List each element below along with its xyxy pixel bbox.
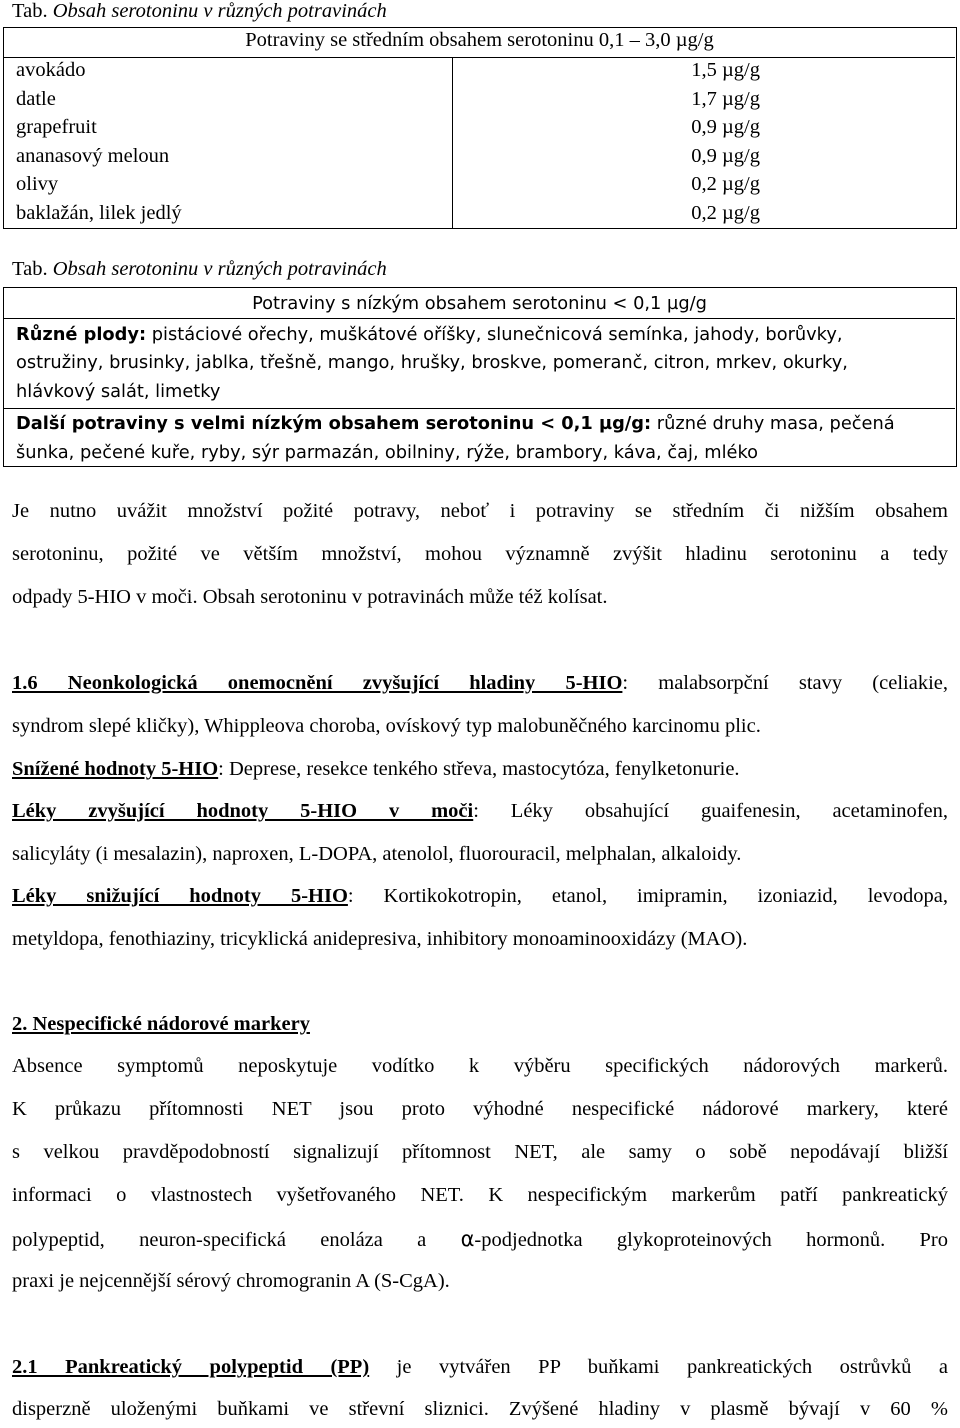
table1-row-name: baklažán, lilek jedlý [16, 202, 182, 224]
section-1-6-line [12, 672, 948, 695]
increase-text: : Léky obsahující guaifenesin, acetaminofen, [473, 800, 948, 822]
table1-row-value: 0,9 µg/g [691, 145, 760, 167]
table1-caption-label: Tab. [12, 0, 48, 22]
table2-fruits-label: Různé plody: [16, 324, 147, 345]
increase-label: Léky zvyšující hodnoty 5-HIO v moči [12, 800, 474, 822]
section-1-6-line: metyldopa, fenothiaziny, tricyklická anidepresiva, inhibitory monoaminooxidázy (MAO). [12, 928, 748, 950]
section-1-6-line: syndrom slepé kličky), Whippleova choroba, ovískový typ malobuněčného karcinomu plic. [12, 715, 761, 737]
section-2-1-text: je vytvářen PP buňkami pankreatických ostrůvků a [369, 1356, 949, 1378]
table2-row-divider [4, 408, 955, 409]
decrease-text: : Kortikokotropin, etanol, imipramin, izoniazid, levodopa, [347, 885, 948, 907]
table1-row-value: 0,9 µg/g [691, 116, 760, 138]
section-1-6-heading: 1.6 Neonkologická onemocnění zvyšující hladiny 5-HIO [12, 672, 623, 694]
table1-column-divider [452, 57, 453, 228]
section-2-1-heading: 2.1 Pankreatický polypeptid (PP) [12, 1356, 370, 1378]
section-1-6-increase-line [12, 800, 948, 823]
table2-header: Potraviny s nízkým obsahem serotoninu < 0,1 µg/g [252, 293, 707, 314]
section-2-line-part: polypeptid, neuron-specifická enoláza a [12, 1229, 461, 1251]
table2-other-label: Další potraviny s velmi nízkým obsahem serotoninu < 0,1 µg/g: [16, 413, 652, 434]
section-2-heading-line [12, 1013, 310, 1036]
table2-fruits-text: pistáciové ořechy, muškátové oříšky, slunečnicová semínka, jahody, borůvky, [146, 324, 843, 345]
section-1-6-reduced-line [12, 758, 740, 781]
table1-row-value: 0,2 µg/g [691, 202, 760, 224]
alpha-symbol: α [460, 1227, 475, 1251]
table2 [3, 287, 957, 467]
table2-other-text: různé druhy masa, pečená [651, 413, 895, 434]
reduced-label: Snížené hodnoty 5-HIO [12, 758, 219, 780]
section-2-line: K průkazu přítomnosti NET jsou proto výhodné nespecifické nádorové markery, které [12, 1098, 948, 1120]
section-2-line: informaci o vlastnostech vyšetřovaného NET. K nespecifickým markerům patří pankreatický [12, 1184, 948, 1206]
reduced-text: : Deprese, resekce tenkého střeva, mastocytóza, fenylketonurie. [218, 758, 740, 780]
table1-row-name: datle [16, 88, 56, 110]
paragraph-line: serotoninu, požité ve větším množství, mohou významně zvýšit hladinu serotoninu a tedy [12, 543, 948, 565]
table2-fruits-line [16, 324, 843, 345]
table1-header: Potraviny se středním obsahem serotoninu 0,1 – 3,0 µg/g [245, 29, 714, 51]
table1-row-name: grapefruit [16, 116, 97, 138]
paragraph-line: Je nutno uvážit množství požité potravy, neboť i potraviny se středním či nižším obsahem [12, 500, 948, 522]
table2-header-divider [4, 318, 955, 319]
section-2-line: praxi je nejcennější sérový chromogranin A (S-CgA). [12, 1270, 450, 1292]
table1-row-name: avokádo [16, 59, 86, 81]
table1 [3, 27, 957, 229]
table1-row-name: ananasový meloun [16, 145, 170, 167]
section-2-line-part: -podjednotka glykoproteinových hormonů. Pro [474, 1229, 948, 1251]
decrease-label: Léky snižující hodnoty 5-HIO [12, 885, 348, 907]
paragraph-line: odpady 5-HIO v moči. Obsah serotoninu v potravinách může též kolísat. [12, 586, 608, 608]
section-1-6-decrease-line [12, 885, 948, 908]
table1-row-value: 0,2 µg/g [691, 173, 760, 195]
table1-row-name: olivy [16, 173, 59, 195]
table1-caption-text: Obsah serotoninu v různých potravinách [52, 0, 387, 22]
section-2-line: Absence symptomů neposkytuje vodítko k výběru specifických nádorových markerů. [12, 1055, 948, 1077]
table1-row-value: 1,5 µg/g [691, 59, 760, 81]
table2-caption [12, 258, 387, 281]
table1-caption [12, 0, 387, 23]
table1-header-divider [4, 57, 955, 58]
section-2-line [12, 1227, 948, 1252]
section-2-line: s velkou pravděpodobností signalizují přítomnost NET, ale samy o sobě nepodávají bližší [12, 1141, 948, 1163]
table1-row-value: 1,7 µg/g [691, 88, 760, 110]
section-2-heading: 2. Nespecifické nádorové markery [12, 1013, 310, 1035]
table2-fruits-line: hlávkový salát, limetky [16, 381, 221, 402]
section-1-6-heading-rest: : malabsorpční stavy (celiakie, [622, 672, 948, 694]
table2-caption-text: Obsah serotoninu v různých potravinách [52, 258, 387, 280]
section-2-1-line: disperzně uloženými buňkami ve střevní sliznici. Zvýšené hladiny v plasmě bývají v 60 % [12, 1398, 948, 1420]
section-1-6-line: salicyláty (i mesalazin), naproxen, L-DOPA, atenolol, fluorouracil, melphalan, alkaloidy. [12, 843, 742, 865]
table2-other-line: šunka, pečené kuře, ryby, sýr parmazán, obilniny, rýže, brambory, káva, čaj, mléko [16, 442, 759, 463]
table2-fruits-line: ostružiny, brusinky, jablka, třešně, mango, hrušky, broskve, pomeranč, citron, mrkev, okurky, [16, 352, 848, 373]
table2-caption-label: Tab. [12, 258, 48, 280]
section-2-1-line [12, 1356, 948, 1379]
table2-other-line [16, 413, 895, 434]
